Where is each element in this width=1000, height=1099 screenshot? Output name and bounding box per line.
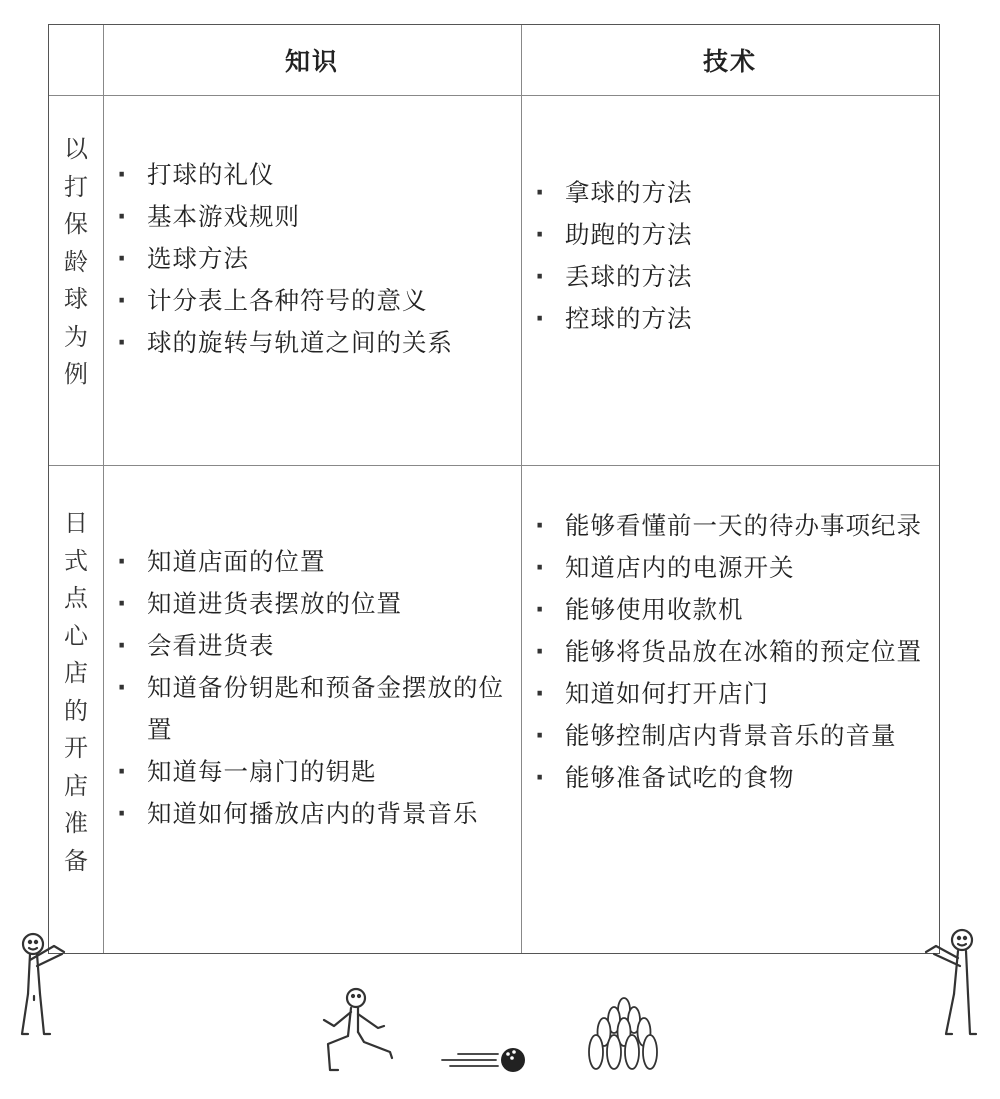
- row-divider: [49, 465, 939, 466]
- label-char: 日: [64, 509, 88, 537]
- header-divider: [49, 95, 939, 96]
- label-char: 店: [64, 659, 88, 687]
- list-item: · 知道店面的位置: [105, 541, 519, 583]
- label-char: 为: [64, 322, 88, 351]
- shop-knowledge-list: [105, 541, 519, 835]
- bowling-knowledge-list: [105, 154, 519, 364]
- column-divider-label: [103, 25, 104, 953]
- label-char: 准: [64, 809, 88, 837]
- list-item: · 知道如何播放店内的背景音乐: [105, 793, 519, 835]
- list-item: · 控球的方法: [523, 298, 937, 340]
- stick-figure-right-icon: [920, 924, 990, 1040]
- label-char: 心: [64, 621, 88, 650]
- list-item: · 选球方法: [105, 238, 519, 280]
- label-char: 开: [64, 734, 88, 762]
- header-skills: 技术: [702, 47, 757, 76]
- row-label-bowling: [49, 131, 103, 394]
- list-item: · 能够看懂前一天的待办事项纪录: [523, 505, 937, 547]
- label-char: 例: [64, 360, 88, 388]
- list-item: · 能够准备试吃的食物: [523, 757, 937, 799]
- label-char: 球: [64, 285, 88, 313]
- bowler-figure-icon: [318, 986, 398, 1076]
- list-item: · 知道店内的电源开关: [523, 547, 937, 589]
- bowling-skills-list: [523, 172, 937, 340]
- list-item: · 助跑的方法: [523, 214, 937, 256]
- list-item: · 打球的礼仪: [105, 154, 519, 196]
- knowledge-skills-table: [48, 24, 940, 954]
- label-char: 保: [64, 210, 88, 238]
- label-char: 店: [64, 771, 88, 800]
- label-char: 以: [64, 135, 88, 163]
- label-char: 的: [64, 696, 88, 725]
- list-item: · 知道备份钥匙和预备金摆放的位置: [105, 667, 519, 751]
- list-item: · 能够将货品放在冰箱的预定位置: [523, 631, 937, 673]
- stick-figure-left-icon: [10, 928, 76, 1040]
- label-char: 打: [64, 172, 88, 201]
- list-item: · 能够使用收款机: [523, 589, 937, 631]
- list-item: · 知道每一扇门的钥匙: [105, 751, 519, 793]
- label-char: 式: [64, 546, 88, 575]
- row-label-sweets-shop: [49, 505, 103, 880]
- list-item: · 基本游戏规则: [105, 196, 519, 238]
- shop-skills-list: [523, 505, 937, 799]
- column-divider-middle: [521, 25, 522, 953]
- list-item: · 丢球的方法: [523, 256, 937, 298]
- list-item: · 知道如何打开店门: [523, 673, 937, 715]
- list-item: · 会看进货表: [105, 625, 519, 667]
- label-char: 备: [64, 846, 88, 875]
- list-item: · 拿球的方法: [523, 172, 937, 214]
- list-item: · 计分表上各种符号的意义: [105, 280, 519, 322]
- list-item: · 球的旋转与轨道之间的关系: [105, 322, 519, 364]
- label-char: 龄: [64, 247, 88, 276]
- list-item: · 知道进货表摆放的位置: [105, 583, 519, 625]
- bowling-ball-icon: [436, 1040, 536, 1080]
- list-item: · 能够控制店内背景音乐的音量: [523, 715, 937, 757]
- bowling-pins-icon: [584, 996, 664, 1076]
- header-knowledge: 知识: [284, 47, 339, 76]
- label-char: 点: [64, 584, 88, 612]
